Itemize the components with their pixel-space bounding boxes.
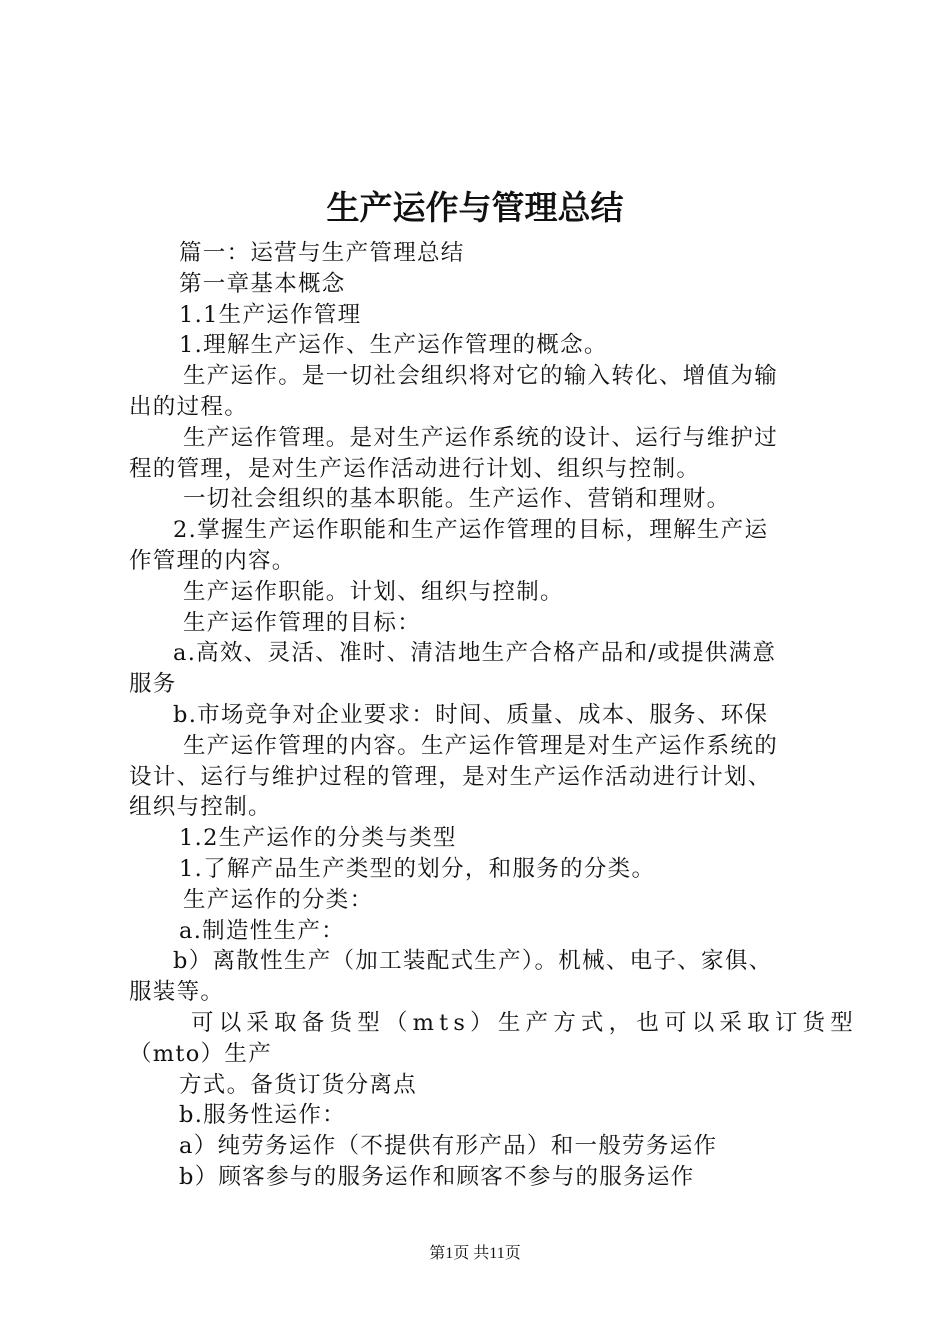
body-line: a.高效、灵活、准时、清洁地生产合格产品和/或提供满意 bbox=[173, 640, 777, 667]
page-title: 生产运作与管理总结 bbox=[326, 188, 624, 227]
body-line: 生产运作管理的内容。生产运作管理是对生产运作系统的 bbox=[183, 732, 779, 759]
body-line: b）顾客参与的服务运作和顾客不参与的服务运作 bbox=[179, 1163, 695, 1190]
body-line: 可以采取备货型（mts）生产方式，也可以采取订货型 bbox=[191, 1009, 858, 1036]
body-line: 出的过程。 bbox=[129, 393, 249, 420]
document-body bbox=[129, 238, 858, 1193]
page-number-footer: 第1页 共11页 bbox=[429, 1245, 521, 1262]
body-line: 1.2生产运作的分类与类型 bbox=[179, 825, 457, 852]
body-line: 生产运作职能。计划、组织与控制。 bbox=[183, 578, 564, 605]
body-line: 第一章基本概念 bbox=[179, 270, 346, 297]
body-line: 1.了解产品生产类型的划分，和服务的分类。 bbox=[179, 855, 656, 882]
body-line: 设计、运行与维护过程的管理，是对生产运作活动进行计划、 bbox=[129, 763, 772, 790]
body-line: 一切社会组织的基本职能。生产运作、营销和理财。 bbox=[183, 486, 731, 513]
body-line: 服装等。 bbox=[129, 979, 225, 1006]
body-line: 服务 bbox=[129, 671, 177, 698]
body-line: 生产运作的分类： bbox=[183, 886, 374, 913]
body-line: 生产运作管理的目标： bbox=[183, 609, 422, 636]
body-line: 组织与控制。 bbox=[129, 794, 272, 821]
body-line: b）离散性生产（加工装配式生产）。机械、电子、家俱、 bbox=[173, 948, 773, 975]
body-line: 生产运作管理。是对生产运作系统的设计、运行与维护过 bbox=[183, 424, 779, 451]
body-line: a.制造性生产： bbox=[179, 917, 345, 944]
body-line: 篇一：运营与生产管理总结 bbox=[179, 240, 465, 266]
body-line: 程的管理，是对生产运作活动进行计划、组织与控制。 bbox=[129, 455, 701, 482]
body-line: a）纯劳务运作（不提供有形产品）和一般劳务运作 bbox=[179, 1133, 718, 1160]
body-line: 2.掌握生产运作职能和生产运作管理的目标，理解生产运 bbox=[173, 517, 769, 544]
body-line: 1.理解生产运作、生产运作管理的概念。 bbox=[179, 332, 608, 359]
body-line: b.市场竞争对企业要求：时间、质量、成本、服务、环保 bbox=[173, 701, 769, 728]
body-line: （mto）生产 bbox=[129, 1040, 273, 1067]
body-line: 作管理的内容。 bbox=[129, 547, 296, 574]
body-line: 方式。备货订货分离点 bbox=[179, 1071, 418, 1098]
body-line: b.服务性运作： bbox=[179, 1102, 346, 1129]
body-line: 生产运作。是一切社会组织将对它的输入转化、增值为输 bbox=[183, 363, 779, 390]
body-line: 1.1生产运作管理 bbox=[179, 301, 362, 328]
